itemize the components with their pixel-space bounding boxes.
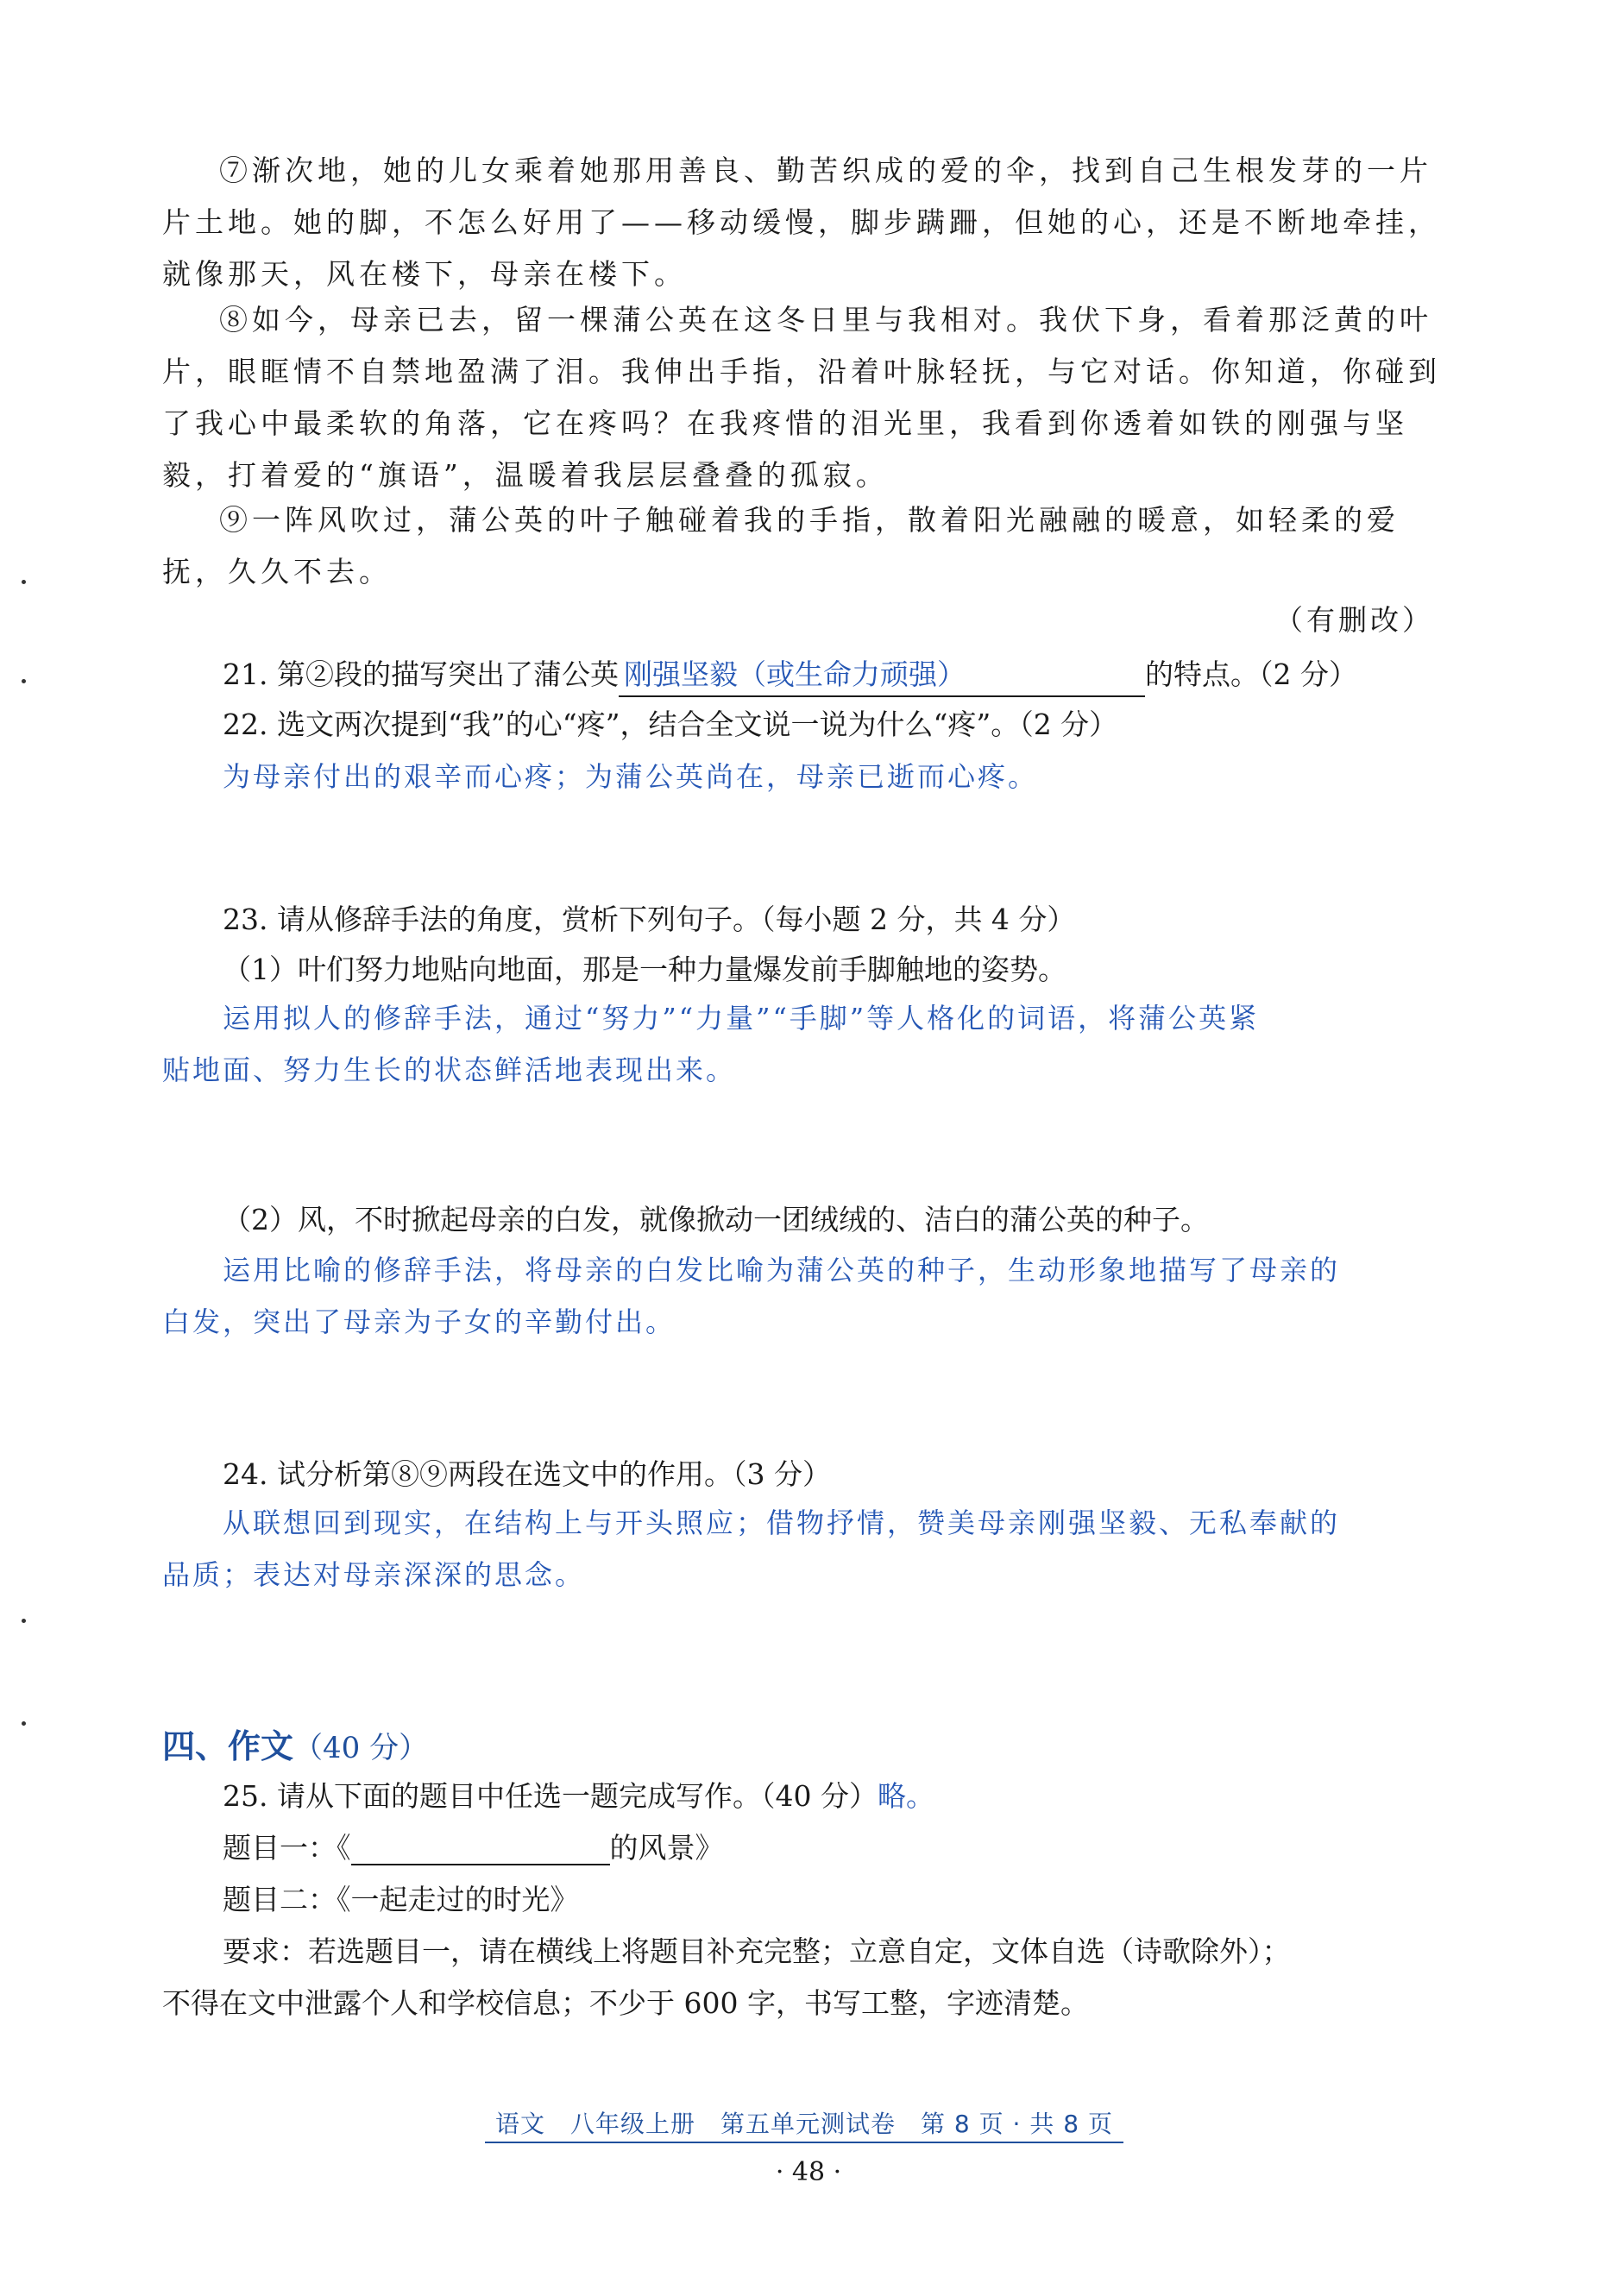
question-23-sentence-2: （2）风，不时掀起母亲的白发，就像掀动一团绒绒的、洁白的蒲公英的种子。 <box>223 1203 1209 1236</box>
passage-line: 毅，打着爱的“旗语”，温暖着我层层叠叠的孤寂。 <box>162 458 889 492</box>
passage-line: ⑨一阵风吹过，蒲公英的叶子触碰着我的手指，散着阳光融融的暖意，如轻柔的爱 <box>219 503 1400 537</box>
question-25-text: 25. 请从下面的题目中任选一题完成写作。（40 分） <box>223 1779 878 1813</box>
question-21-answer: 刚强坚毅（或生命力顽强） <box>619 654 1145 697</box>
page-number: · 48 · <box>775 2157 842 2187</box>
answer-24-line: 从联想回到现实，在结构上与开头照应；借物抒情，赞美母亲刚强坚毅、无私奉献的 <box>223 1507 1341 1539</box>
passage-paragraph-9 <box>162 494 1436 598</box>
scan-speck <box>22 580 26 584</box>
passage-line: 就像那天，风在楼下，母亲在楼下。 <box>162 257 687 291</box>
requirements-line: 要求：若选题目一，请在横线上将题目补充完整；立意自定，文体自选（诗歌除外）； <box>223 1934 1291 1968</box>
answer-23-1-line: 贴地面、努力生长的状态鲜活地表现出来。 <box>162 1054 737 1086</box>
section-4-heading <box>162 1720 428 1767</box>
topic-1-blank <box>351 1834 610 1865</box>
question-21-suffix: 的特点。（2 分） <box>1144 657 1357 691</box>
question-25 <box>223 1776 934 1817</box>
topic-2: 题目二：《一起走过的时光》 <box>223 1883 579 1916</box>
question-24: 24. 试分析第⑧⑨两段在选文中的作用。（3 分） <box>223 1457 831 1491</box>
question-21-prefix: 21. 第②段的描写突出了蒲公英 <box>223 657 619 691</box>
passage-line: 片土地。她的脚，不怎么好用了——移动缓慢，脚步蹒跚，但她的心，还是不断地牵挂， <box>162 205 1441 239</box>
question-22: 22. 选文两次提到“我”的心“疼”，结合全文说一说为什么“疼”。（2 分） <box>223 708 1118 741</box>
section-4-title: 四、作文 <box>162 1727 294 1765</box>
page-footer: 语文 八年级上册 第五单元测试卷 第 8 页 · 共 8 页 <box>485 2105 1123 2143</box>
answer-24-line: 品质；表达对母亲深深的思念。 <box>162 1558 586 1591</box>
passage-line: 了我心中最柔软的角落，它在疼吗？在我疼惜的泪光里，我看到你透着如铁的刚强与坚 <box>162 406 1408 440</box>
topic-1-prefix: 题目一：《 <box>223 1831 351 1865</box>
question-25-answer: 略。 <box>877 1779 934 1813</box>
passage-line: 片，眼眶情不自禁地盈满了泪。我伸出手指，沿着叶脉轻抚，与它对话。你知道，你碰到 <box>162 355 1441 388</box>
question-23-sentence-1: （1）叶们努力地贴向地面，那是一种力量爆发前手脚触地的姿势。 <box>223 953 1066 986</box>
passage-paragraph-7 <box>162 145 1441 300</box>
passage-line: ⑦渐次地，她的儿女乘着她那用善良、勤苦织成的爱的伞，找到自己生根发芽的一片 <box>219 154 1432 187</box>
scan-speck <box>22 679 26 683</box>
question-21 <box>223 654 1357 697</box>
source-note: （有删改） <box>1274 603 1434 637</box>
passage-paragraph-8 <box>162 294 1441 501</box>
answer-23-2-line: 运用比喻的修辞手法，将母亲的白发比喻为蒲公英的种子，生动形象地描写了母亲的 <box>223 1254 1341 1286</box>
scan-speck <box>22 1619 26 1623</box>
answer-22: 为母亲付出的艰辛而心疼；为蒲公英尚在，母亲已逝而心疼。 <box>223 760 1039 793</box>
topic-1 <box>223 1827 724 1869</box>
section-4-score: （40 分） <box>293 1731 429 1765</box>
answer-23-2-line: 白发，突出了母亲为子女的辛勤付出。 <box>162 1305 676 1338</box>
scan-speck <box>22 1721 26 1726</box>
question-23: 23. 请从修辞手法的角度，赏析下列句子。（每小题 2 分，共 4 分） <box>223 903 1076 936</box>
requirements-line: 不得在文中泄露个人和学校信息；不少于 600 字，书写工整，字迹清楚。 <box>162 1986 1089 2020</box>
passage-line: ⑧如今，母亲已去，留一棵蒲公英在这冬日里与我相对。我伏下身，看着那泛黄的叶 <box>219 303 1432 337</box>
topic-1-suffix: 的风景》 <box>609 1831 724 1865</box>
passage-line: 抚，久久不去。 <box>162 555 392 588</box>
answer-23-1-line: 运用拟人的修辞手法，通过“努力”“力量”“手脚”等人格化的词语，将蒲公英紧 <box>223 1002 1260 1035</box>
